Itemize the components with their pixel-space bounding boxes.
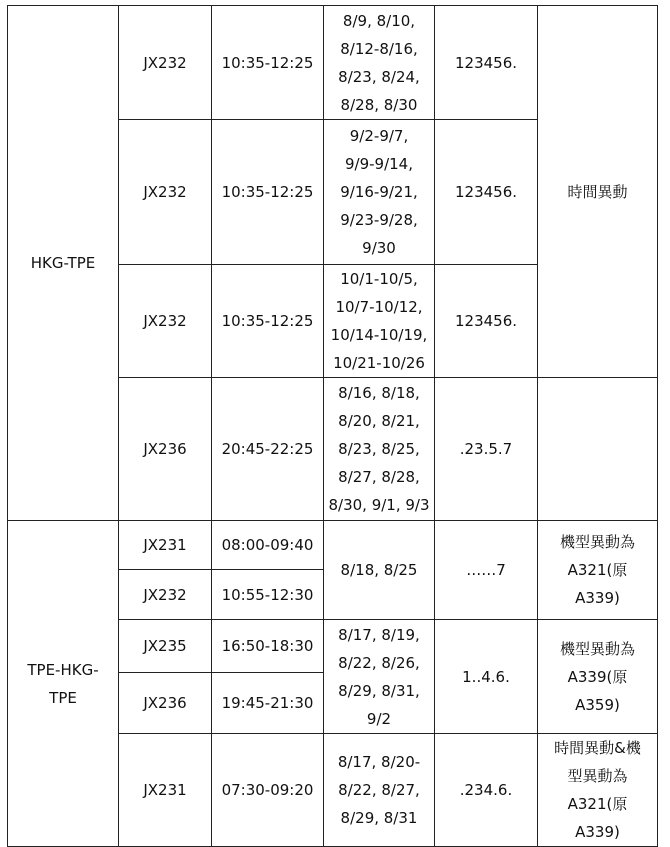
dates-cell: 8/16, 8/18, 8/20, 8/21, 8/23, 8/25, 8/27, 8/28, 8/30, 9/1, 9/3 xyxy=(324,378,435,521)
route-cell: TPE-HKG- TPE xyxy=(8,521,119,847)
table-row xyxy=(8,521,658,570)
note-cell: 機型異動為 A339(原 A359) xyxy=(538,620,658,734)
note-cell: 機型異動為 A321(原 A339) xyxy=(538,521,658,620)
flight-schedule-table xyxy=(7,5,658,847)
operating-days-cell: 1..4.6. xyxy=(435,620,538,734)
note-cell: 時間異動&機 型異動為 A321(原 A339) xyxy=(538,734,658,847)
time-cell: 20:45-22:25 xyxy=(212,378,324,521)
time-cell: 10:35-12:25 xyxy=(212,265,324,378)
dates-cell: 9/2-9/7, 9/9-9/14, 9/16-9/21, 9/23-9/28, 9/30 xyxy=(324,120,435,265)
time-cell: 16:50-18:30 xyxy=(212,620,324,673)
route-cell: HKG-TPE xyxy=(8,6,119,521)
operating-days-cell: .234.6. xyxy=(435,734,538,847)
flight-number-cell: JX236 xyxy=(119,378,212,521)
flight-number-cell: JX236 xyxy=(119,673,212,734)
flight-number-cell: JX235 xyxy=(119,620,212,673)
operating-days-cell: 123456. xyxy=(435,120,538,265)
time-cell: 19:45-21:30 xyxy=(212,673,324,734)
operating-days-cell: 123456. xyxy=(435,265,538,378)
flight-number-cell: JX232 xyxy=(119,570,212,620)
operating-days-cell: .23.5.7 xyxy=(435,378,538,521)
dates-cell: 8/17, 8/20- 8/22, 8/27, 8/29, 8/31 xyxy=(324,734,435,847)
flight-number-cell: JX231 xyxy=(119,521,212,570)
table-row xyxy=(8,6,658,120)
dates-cell: 8/9, 8/10, 8/12-8/16, 8/23, 8/24, 8/28, 8/30 xyxy=(324,6,435,120)
dates-cell: 10/1-10/5, 10/7-10/12, 10/14-10/19, 10/21-10/26 xyxy=(324,265,435,378)
operating-days-cell: ……7 xyxy=(435,521,538,620)
operating-days-cell: 123456. xyxy=(435,6,538,120)
time-cell: 10:35-12:25 xyxy=(212,120,324,265)
flight-number-cell: JX232 xyxy=(119,120,212,265)
time-cell: 10:55-12:30 xyxy=(212,570,324,620)
flight-number-cell: JX231 xyxy=(119,734,212,847)
flight-number-cell: JX232 xyxy=(119,265,212,378)
time-cell: 08:00-09:40 xyxy=(212,521,324,570)
dates-cell: 8/17, 8/19, 8/22, 8/26, 8/29, 8/31, 9/2 xyxy=(324,620,435,734)
time-cell: 07:30-09:20 xyxy=(212,734,324,847)
flight-number-cell: JX232 xyxy=(119,6,212,120)
time-cell: 10:35-12:25 xyxy=(212,6,324,120)
note-cell-empty xyxy=(538,378,658,521)
note-cell: 時間異動 xyxy=(538,6,658,378)
dates-cell: 8/18, 8/25 xyxy=(324,521,435,620)
